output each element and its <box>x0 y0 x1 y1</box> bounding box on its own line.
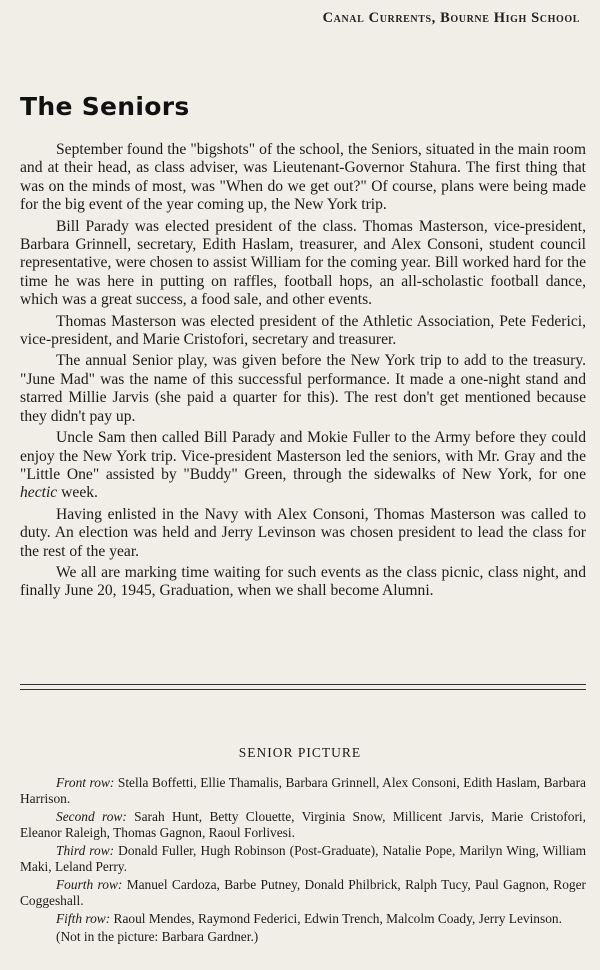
row-names: Manuel Cardoza, Barbe Putney, Donald Philbrick, Ralph Tucy, Paul Gagnon, Roger Coggeshall. <box>20 877 586 908</box>
page-title: The Seniors <box>20 92 190 121</box>
paragraph: We all are marking time waiting for such events as the class picnic, class night, and finally June 20, 1945, Graduation, when we shall become Alumni. <box>20 563 586 600</box>
paragraph-text: Uncle Sam then called Bill Parady and Mokie Fuller to the Army before they could enjoy the New York trip. Vice-president Masterson led the seniors, with Mr. Gray and the "Little One" assisted by "Buddy" Green, through the sidewalks of New York, for one <box>20 429 586 483</box>
row-label: Front row: <box>56 775 115 790</box>
paragraph: Bill Parady was elected president of the class. Thomas Masterson, vice-president, Barbara Grinnell, secretary, Edith Haslam, treasurer, and Alex Consoni, student council representative, were chosen to assist William for the coming year. Bill worked hard for the time he was here in putting on raffles, football hops, an all-scholastic football dance, which was a great success, a food sale, and other events. <box>20 217 586 309</box>
caption-row <box>20 775 586 807</box>
caption-row <box>20 809 586 841</box>
row-names: Sarah Hunt, Betty Clouette, Virginia Snow, Millicent Jarvis, Marie Cristofori, Eleanor Raleigh, Thomas Gagnon, Raoul Forlivesi. <box>20 809 586 840</box>
row-names: Stella Boffetti, Ellie Thamalis, Barbara Grinnell, Alex Consoni, Edith Haslam, Barbara Harrison. <box>20 775 586 806</box>
paragraph <box>20 429 586 503</box>
running-header: Canal Currents, Bourne High School <box>322 10 580 26</box>
senior-picture-caption <box>20 775 586 947</box>
row-label: Fourth row: <box>56 877 123 892</box>
paragraph: Thomas Masterson was elected president of the Athletic Association, Pete Federici, vice-president, and Marie Cristofori, secretary and treasurer. <box>20 312 586 349</box>
paragraph: September found the "bigshots" of the school, the Seniors, situated in the main room and at their head, as class adviser, was Lieutenant-Governor Stahura. The first thing that was on the minds of most, was "When do we get out?" Of course, plans were being made for the big event of the year coming up, the New York trip. <box>20 141 586 214</box>
paragraph: The annual Senior play, was given before the New York trip to add to the treasury. "June Mad" was the name of this successful performance. It made a one-night stand and starred Millie Jarvis (she paid a quarter for this). The rest don't get mentioned because they didn't pay up. <box>20 352 586 425</box>
row-label: Third row: <box>56 843 115 858</box>
article-body <box>20 141 586 604</box>
senior-picture-heading: SENIOR PICTURE <box>238 745 362 760</box>
row-names: Donald Fuller, Hugh Robinson (Post-Graduate), Natalie Pope, Marilyn Wing, William Maki, Leland Perry. <box>20 843 586 874</box>
row-label: Fifth row: <box>56 911 111 926</box>
caption-row <box>20 877 586 909</box>
caption-row <box>20 911 586 927</box>
divider-rule-top <box>20 684 586 685</box>
divider-rule-bottom <box>20 689 586 690</box>
paragraph: Having enlisted in the Navy with Alex Consoni, Thomas Masterson was called to duty. An election was held and Jerry Levinson was chosen president to lead the class for the rest of the year. <box>20 505 586 560</box>
caption-note: (Not in the picture: Barbara Gardner.) <box>56 929 259 944</box>
row-names: Raoul Mendes, Raymond Federici, Edwin Trench, Malcolm Coady, Jerry Levinson. <box>113 911 562 926</box>
emphasis-text: hectic <box>20 484 58 502</box>
caption-row <box>20 843 586 875</box>
row-label: Second row: <box>56 809 127 824</box>
paragraph-text: week. <box>57 484 98 502</box>
